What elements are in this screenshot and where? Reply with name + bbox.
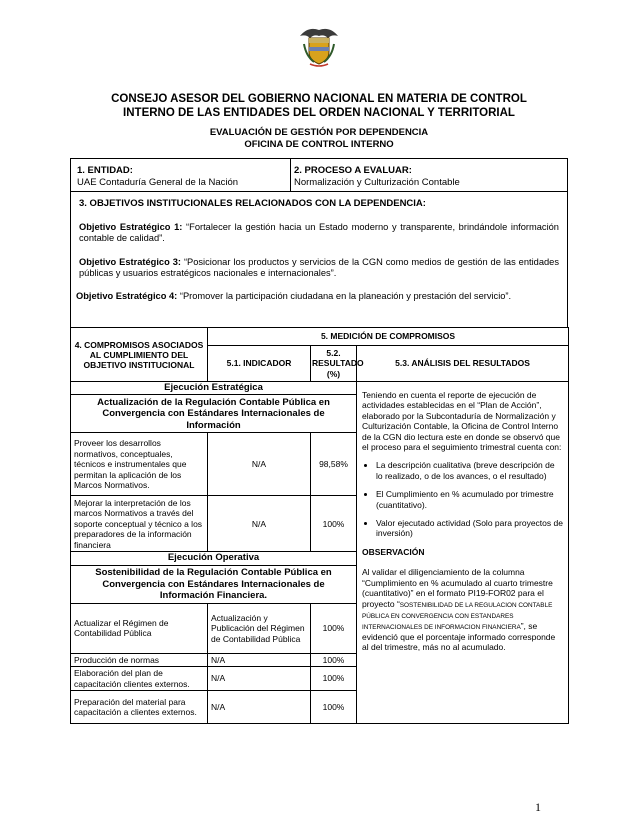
document-title <box>60 92 578 120</box>
document-subtitle <box>60 127 578 151</box>
objective-3-text: “Posicionar los productos y servicios de la CGN como medios de gestión de las entidades públicas y usuarios estratégicos nacionales e internacionales”. <box>79 256 559 278</box>
col53-header: 5.3. ANÁLISIS DEL RESULTADOS <box>357 346 569 382</box>
page-number: 1 <box>535 800 541 814</box>
observation-text <box>362 567 563 652</box>
analysis-cell <box>357 382 569 724</box>
commitments-table <box>70 327 569 724</box>
analysis-bullet: • El Cumplimiento en % acumulado por trimestre (cuantitativo). <box>376 489 563 510</box>
commitment-cell: Preparación del material para capacitación a clientes externos. <box>71 691 208 724</box>
entity-cell <box>71 159 291 191</box>
coat-of-arms-seal <box>296 22 342 68</box>
indicator-cell: N/A <box>208 433 311 496</box>
indicator-cell: N/A <box>208 691 311 724</box>
section2-subtitle: Sostenibilidad de la Regulación Contable Pública en Convergencia con Estándares Internacionales de Información Financiera. <box>71 565 357 603</box>
section1-title: Ejecución Estratégica <box>71 382 357 395</box>
section2-title: Ejecución Operativa <box>71 552 357 565</box>
observation-project-name: SOSTENIBILIDAD DE LA REGULACION CONTABLE PÚBLICA EN CONVERGENCIA CON ESTANDARES INTERNACIONALES DE INFORMACION FINANCIERA <box>362 601 553 631</box>
commitment-cell: Elaboración del plan de capacitación clientes externos. <box>71 667 208 691</box>
indicator-cell: N/A <box>208 667 311 691</box>
analysis-intro: Teniendo en cuenta el reporte de ejecución de actividades establecidas en el “Plan de Acción”, elaborado por la Subcontaduría de Normalización y Culturización Contable, la Oficina de Control Interno de la CGN dio lectura este en donde se observó que el proceso para el seguimiento trimestral cuenta con: <box>362 390 562 453</box>
process-value: Normalización y Culturización Contable <box>294 176 460 188</box>
commitment-cell: Producción de normas <box>71 653 208 666</box>
analysis-bullets <box>362 460 563 538</box>
process-cell <box>291 159 567 191</box>
objective-1 <box>79 222 559 245</box>
objectives-heading: 3. OBJETIVOS INSTITUCIONALES RELACIONADOS CON LA DEPENDENCIA: <box>79 198 426 209</box>
document-subtitle-line2: OFICINA DE CONTROL INTERNO <box>244 139 394 150</box>
observation-text-b: ”, se evidenció que el porcentaje informado corresponde al del trimestre, más no al acumulado. <box>362 620 556 652</box>
indicator-cell: N/A <box>208 496 311 552</box>
entity-process-box <box>70 158 568 192</box>
result-cell: 100% <box>311 691 357 724</box>
result-cell: 98,58% <box>311 433 357 496</box>
observation-title: OBSERVACIÓN <box>362 546 425 557</box>
objective-1-text: “Fortalecer la gestión hacia un Estado moderno y transparente, brindándole información contable de calidad”. <box>79 221 559 243</box>
col5-header: 5. MEDICIÓN DE COMPROMISOS <box>208 328 569 346</box>
document-subtitle-line1: EVALUACIÓN DE GESTIÓN POR DEPENDENCIA <box>209 127 429 138</box>
col52-header: 5.2. RESULTADO (%) <box>311 346 357 382</box>
process-label: 2. PROCESO A EVALUAR: <box>294 165 412 176</box>
entity-value: UAE Contaduría General de la Nación <box>77 176 239 188</box>
indicator-cell: N/A <box>208 653 311 666</box>
commitment-cell: Proveer los desarrollos normativos, conceptuales, técnicos e instrumentales que permitan la aplicación de los Marcos Normativos. <box>71 433 208 496</box>
col4-header: 4. COMPROMISOS ASOCIADOS AL CUMPLIMIENTO DEL OBJETIVO INSTITUCIONAL <box>71 328 208 382</box>
objective-4-text: “Promover la participación ciudadana en la planeación y prestación del servicio”. <box>179 290 512 301</box>
section1-subtitle: Actualización de la Regulación Contable Pública en Convergencia con Estándares Internacionales de Información <box>71 395 357 433</box>
objective-4-label: Objetivo Estratégico 4: <box>76 290 178 301</box>
entity-label: 1. ENTIDAD: <box>77 165 133 176</box>
result-cell: 100% <box>311 653 357 666</box>
analysis-bullet: • La descripción cualitativa (breve descripción de lo realizado, o de los avances, o el resultado) <box>376 460 563 481</box>
objectives-box <box>70 191 568 328</box>
commitment-cell: Mejorar la interpretación de los marcos Normativos a través del soporte conceptual y técnico a los preparadores de la información financiera <box>71 496 208 552</box>
document-title-line2: INTERNO DE LAS ENTIDADES DEL ORDEN NACIONAL Y TERRITORIAL <box>123 107 515 119</box>
result-cell: 100% <box>311 496 357 552</box>
objective-4 <box>76 291 559 303</box>
observation-text-a: Al validar el diligenciamiento de la columna “Cumplimiento en % acumulado al cuarto trimestre (cuantitativo)” en el formato PI19-FOR02 para el proyecto “ <box>362 567 553 609</box>
document-title-line1: CONSEJO ASESOR DEL GOBIERNO NACIONAL EN MATERIA DE CONTROL <box>111 93 527 105</box>
commitment-cell: Actualizar el Régimen de Contabilidad Pública <box>71 603 208 653</box>
result-cell: 100% <box>311 667 357 691</box>
objective-3-label: Objetivo Estratégico 3: <box>79 256 181 267</box>
objective-3 <box>79 257 559 280</box>
objective-1-label: Objetivo Estratégico 1: <box>79 221 183 232</box>
result-cell: 100% <box>311 603 357 653</box>
analysis-bullet: • Valor ejecutado actividad (Solo para proyectos de inversión) <box>376 518 563 539</box>
col51-header: 5.1. INDICADOR <box>208 346 311 382</box>
indicator-cell: Actualización y Publicación del Régimen de Contabilidad Pública <box>208 603 311 653</box>
